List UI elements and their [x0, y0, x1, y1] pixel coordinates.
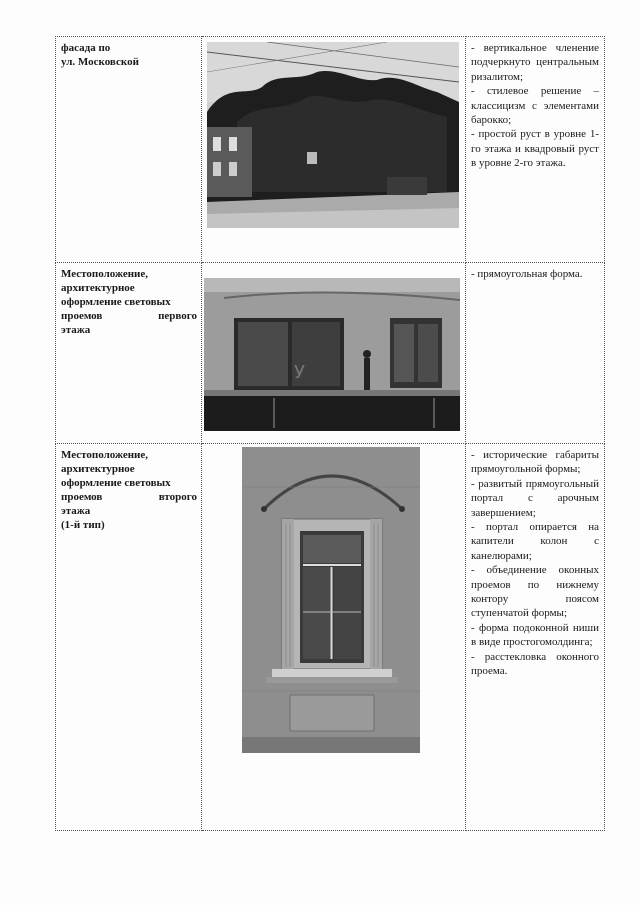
description-cell [466, 263, 605, 444]
label-line: архитектурное [61, 463, 135, 475]
description-item: - портал опирается на капители колон с канелюрами; [471, 521, 599, 562]
first-floor-window-photo [204, 278, 460, 431]
element-label [56, 444, 201, 532]
label-line: фасада по [61, 42, 111, 54]
description-list [466, 263, 604, 287]
description-item: - стилевое решение – классицизм с элементами барокко; [471, 85, 599, 127]
label-line: оформление световых [61, 477, 171, 489]
label-line: проемов первого [61, 310, 197, 322]
description-cell [466, 37, 605, 263]
description-item: - расстекловка оконного проема. [471, 650, 599, 678]
element-name-cell [56, 263, 202, 444]
description-item: - вертикальное членение подчеркнуто центральным ризалитом; [471, 42, 599, 83]
description-item: - исторические габариты прямоугольной формы; [471, 449, 599, 476]
attributes-table [55, 36, 605, 831]
label-line: (1-й тип) [61, 519, 105, 531]
description-item: - объединение оконных проемов по нижнему контору поясом ступенчатой формы; [471, 564, 599, 620]
label-line: Местоположение, [61, 268, 149, 280]
label-line: этажа [61, 324, 91, 336]
photo-cell [202, 444, 466, 831]
description-item: - форма подоконной ниши в виде простогомолдинга; [471, 621, 599, 649]
description-cell [466, 444, 605, 831]
label-line: проемов второго [61, 491, 197, 503]
label-line: Местоположение, [61, 449, 149, 461]
photo-cell [202, 263, 466, 444]
description-list [466, 37, 604, 177]
description-item: - простой руст в уровне 1-го этажа и квадровый руст в уровне 2-го этажа. [471, 128, 599, 170]
description-item: - прямоугольная форма. [471, 268, 583, 280]
facade-photo [207, 42, 459, 228]
svg-text:У: У [294, 362, 305, 383]
photo-cell [202, 37, 466, 263]
label-line: этажа [61, 505, 91, 517]
description-item: - развитый прямоугольный портал с арочным завершением; [471, 477, 599, 519]
label-line: ул. Московской [61, 56, 139, 68]
description-list [466, 444, 604, 685]
element-name-cell [56, 444, 202, 831]
table-row [56, 444, 605, 831]
element-name-cell [56, 37, 202, 263]
element-label [56, 37, 201, 69]
element-label [56, 263, 201, 337]
label-line: оформление световых [61, 296, 171, 308]
table-row [56, 37, 605, 263]
second-floor-window-photo [242, 447, 420, 753]
table-row [56, 263, 605, 444]
label-line: архитектурное [61, 282, 135, 294]
